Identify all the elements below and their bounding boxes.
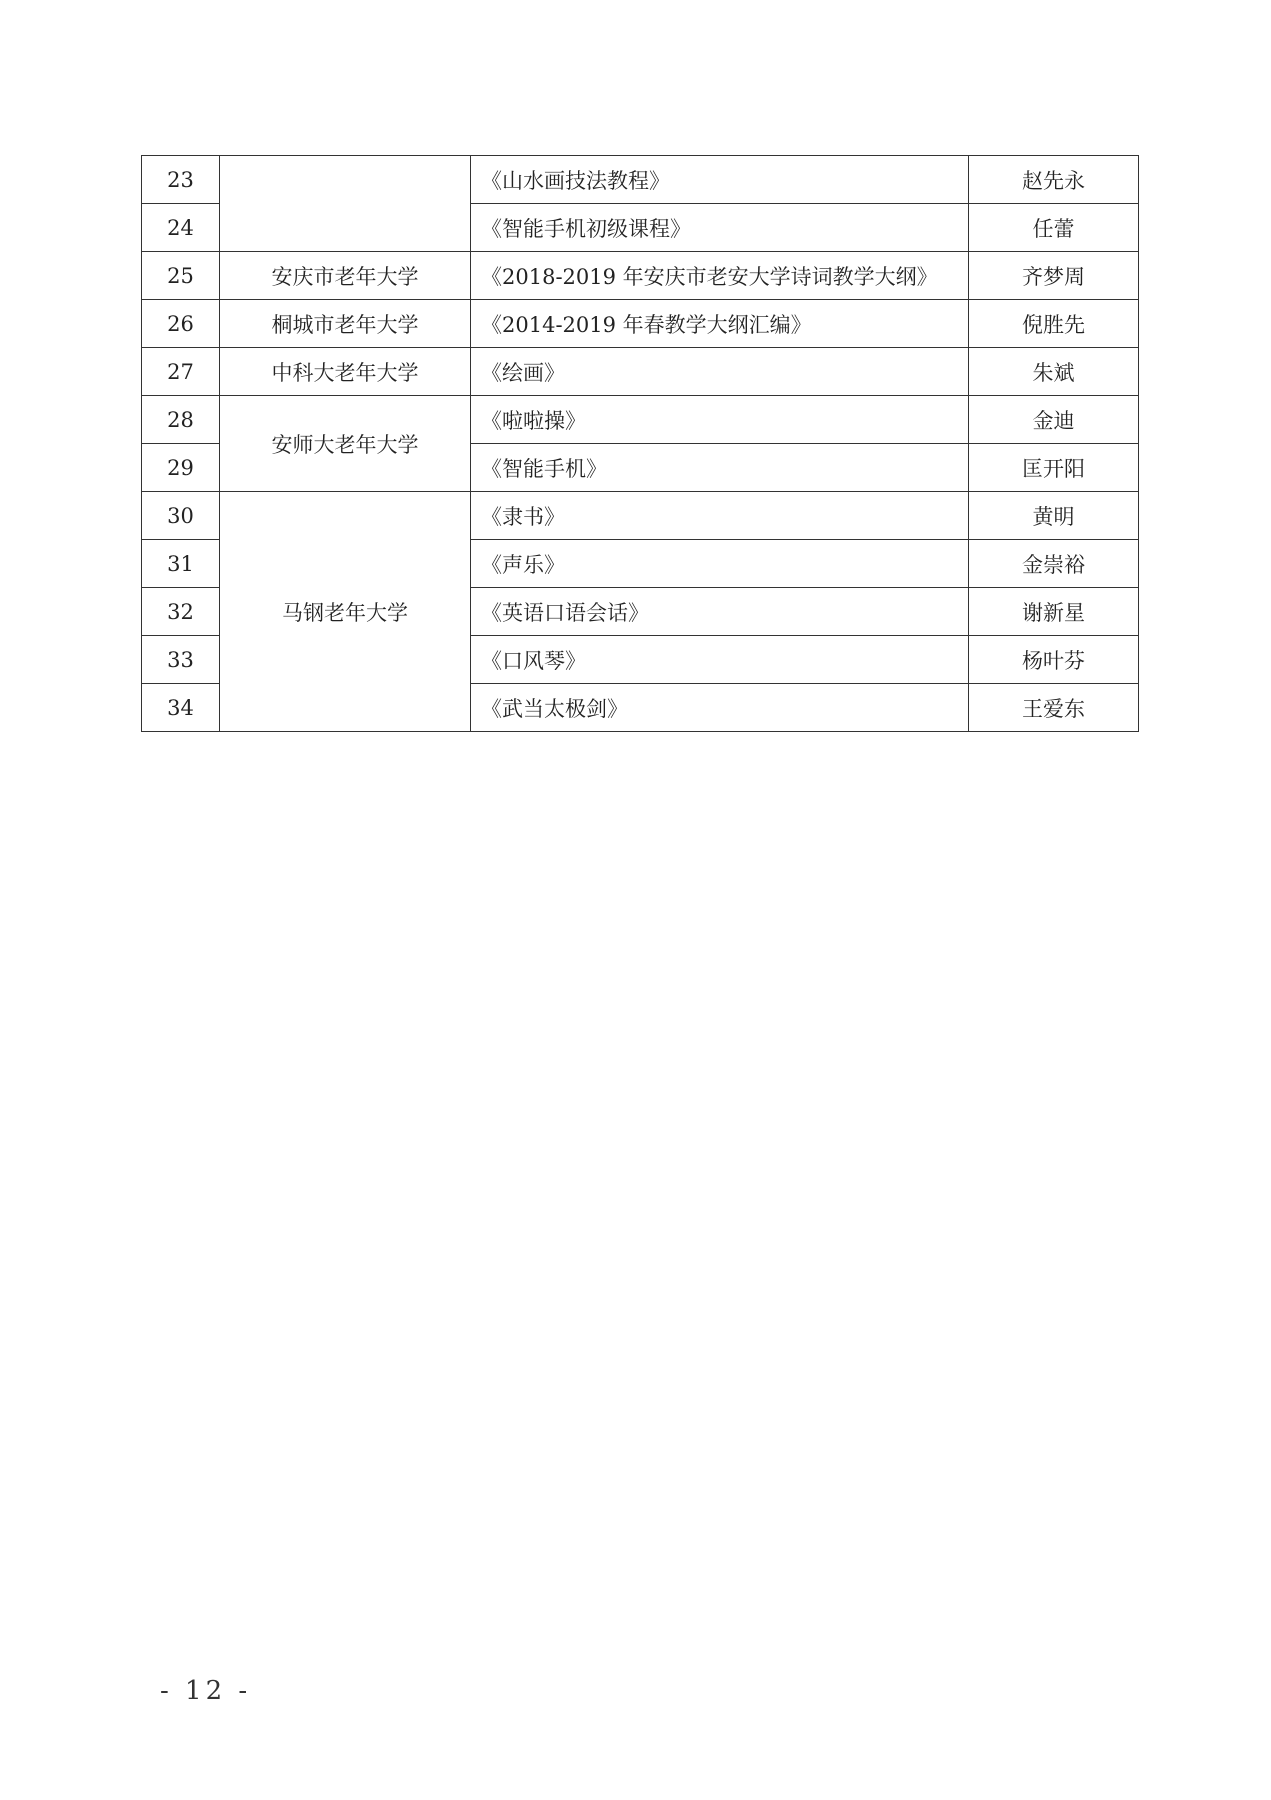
- row-number: 34: [142, 684, 220, 732]
- row-number: 31: [142, 540, 220, 588]
- row-number: 25: [142, 252, 220, 300]
- author-name: 倪胜先: [969, 300, 1139, 348]
- course-title: 《隶书》: [471, 492, 969, 540]
- table-row: [142, 156, 1139, 204]
- author-name: 齐梦周: [969, 252, 1139, 300]
- organization-cell: 马钢老年大学: [220, 492, 471, 732]
- organization-cell: 安庆市老年大学: [220, 252, 471, 300]
- author-name: 谢新星: [969, 588, 1139, 636]
- course-title: 《口风琴》: [471, 636, 969, 684]
- course-title: 《2018-2019 年安庆市老安大学诗词教学大纲》: [471, 252, 969, 300]
- organization-cell: [220, 156, 471, 252]
- organization-cell: 桐城市老年大学: [220, 300, 471, 348]
- author-name: 黄明: [969, 492, 1139, 540]
- course-title: 《英语口语会话》: [471, 588, 969, 636]
- row-number: 23: [142, 156, 220, 204]
- course-table: [141, 155, 1139, 732]
- row-number: 29: [142, 444, 220, 492]
- course-title: 《山水画技法教程》: [471, 156, 969, 204]
- table-row: [142, 492, 1139, 540]
- course-title: 《2014-2019 年春教学大纲汇编》: [471, 300, 969, 348]
- author-name: 朱斌: [969, 348, 1139, 396]
- row-number: 28: [142, 396, 220, 444]
- table-row: [142, 252, 1139, 300]
- author-name: 王爱东: [969, 684, 1139, 732]
- row-number: 27: [142, 348, 220, 396]
- row-number: 30: [142, 492, 220, 540]
- table-row: [142, 396, 1139, 444]
- row-number: 32: [142, 588, 220, 636]
- author-name: 杨叶芬: [969, 636, 1139, 684]
- course-title: 《智能手机》: [471, 444, 969, 492]
- organization-cell: 安师大老年大学: [220, 396, 471, 492]
- course-title: 《声乐》: [471, 540, 969, 588]
- course-title: 《武当太极剑》: [471, 684, 969, 732]
- row-number: 24: [142, 204, 220, 252]
- author-name: 任蕾: [969, 204, 1139, 252]
- organization-cell: 中科大老年大学: [220, 348, 471, 396]
- course-title: 《绘画》: [471, 348, 969, 396]
- table-row: [142, 300, 1139, 348]
- author-name: 金崇裕: [969, 540, 1139, 588]
- row-number: 26: [142, 300, 220, 348]
- table-row: [142, 348, 1139, 396]
- page-number: - 12 -: [160, 1676, 252, 1706]
- course-title: 《啦啦操》: [471, 396, 969, 444]
- row-number: 33: [142, 636, 220, 684]
- author-name: 金迪: [969, 396, 1139, 444]
- course-title: 《智能手机初级课程》: [471, 204, 969, 252]
- author-name: 匡开阳: [969, 444, 1139, 492]
- author-name: 赵先永: [969, 156, 1139, 204]
